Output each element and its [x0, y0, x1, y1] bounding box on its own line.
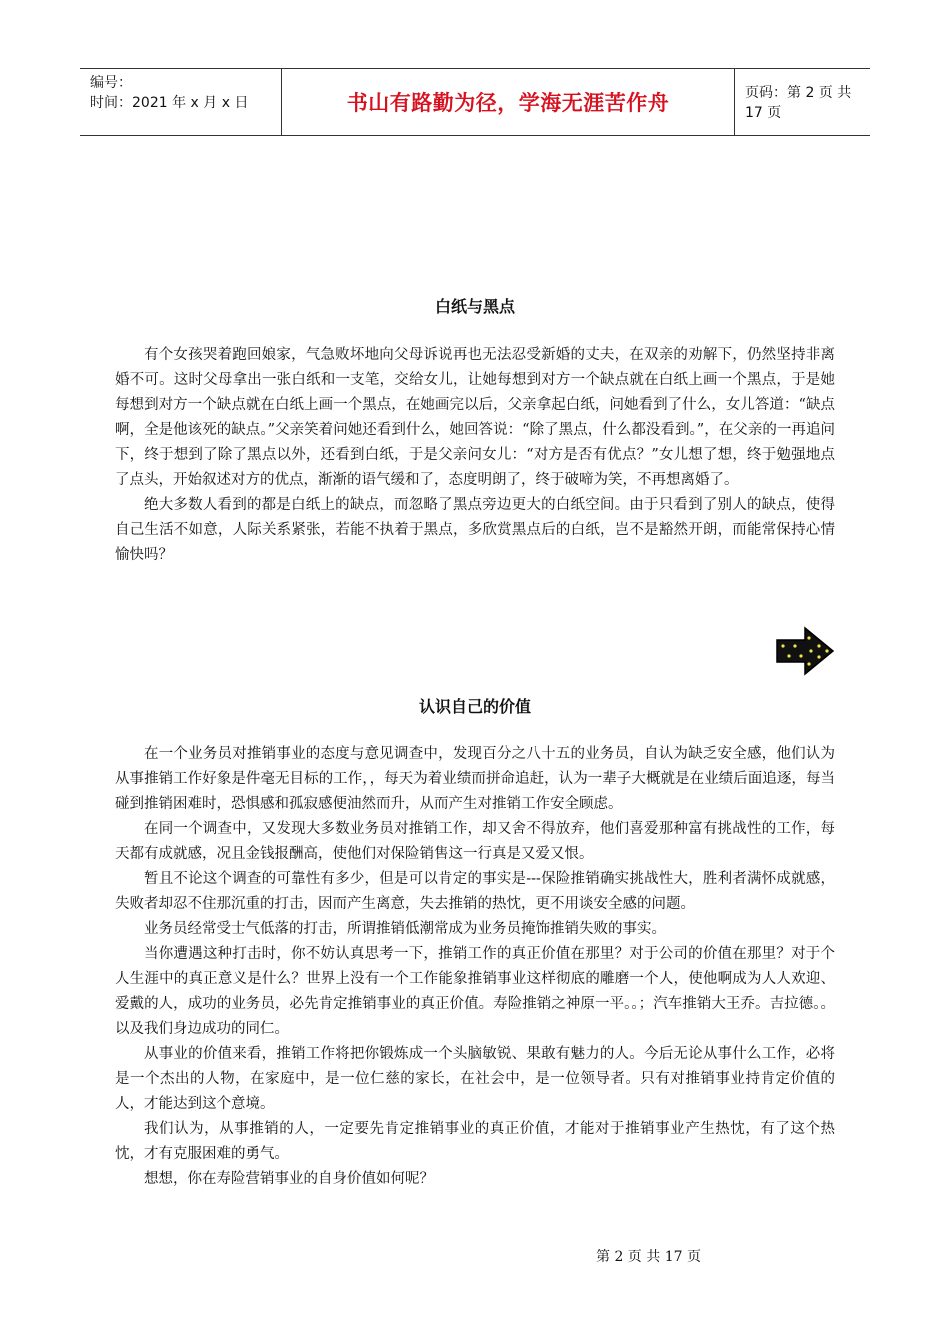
paragraph: 有个女孩哭着跑回娘家，气急败坏地向父母诉说再也无法忍受新婚的丈夫，在双亲的劝解下，仍然坚持非离婚不可。这时父母拿出一张白纸和一支笔，交给女儿，让她每想到对方一个缺点就在白纸上画一个黑点，于是她每想到对方一个缺点就在白纸上画一个黑点，在她画完以后，父亲拿起白纸，问她看到了什么，女儿答道：“缺点啊，全是他该死的缺点。”父亲笑着问她还看到什么，她回答说：“除了黑点，什么都没看到。”，在父亲的一再追问下，终于想到了除了黑点以外，还看到白纸，于是父亲问女儿：“对方是否有优点？”女儿想了想，终于勉强地点了点头，开始叙述对方的优点，渐渐的语气缓和了，态度明朗了，终于破啼为笑，不再想离婚了。 — [115, 347, 835, 488]
section-title-white-paper: 白纸与黑点 — [434, 297, 515, 316]
paragraph: 暂且不论这个调查的可靠性有多少，但是可以肯定的事实是---保险推销确实挑战性大，胜利者满怀成就感，失败者却忍不住那沉重的打击，因而产生离意，失去推销的热忱，更不用谈安全感的问题。 — [115, 871, 835, 912]
header-page-info: 页码：第 2 页 共 17 页 — [745, 85, 852, 121]
paragraph: 当你遭遇这种打击时，你不妨认真思考一下，推销工作的真正价值在那里？对于公司的价值在那里？对于个人生涯中的真正意义是什么？世界上没有一个工作能象推销事业这样彻底的雕磨一个人，使他啊成为人人欢迎、爱戴的人，成功的业务员，必先肯定推销事业的真正价值。寿险推销之神原一平。。；汽车推销大王乔。吉拉德。。以及我们身边成功的同仁。 — [115, 946, 835, 1037]
page-header — [80, 68, 870, 136]
document-number-label: 编号： — [90, 75, 132, 91]
paragraph: 从事业的价值来看，推销工作将把你锻炼成一个头脑敏锐、果敢有魅力的人。今后无论从事什么工作，必将是一个杰出的人物，在家庭中，是一位仁慈的家长，在社会中，是一位领导者。只有对推销事业持肯定价值的人，才能达到这个意境。 — [115, 1046, 835, 1112]
paragraph: 想想，你在寿险营销事业的自身价值如何呢？ — [144, 1171, 434, 1187]
section-body-self-value — [115, 742, 835, 1192]
page-footer: 第 2 页 共 17 页 — [596, 1249, 701, 1265]
paragraph: 在同一个调查中，又发现大多数业务员对推销工作，却又舍不得放弃，他们喜爱那种富有挑战性的工作，每天都有成就感，况且金钱报酬高，使他们对保险销售这一行真是又爱又恨。 — [115, 821, 835, 862]
paragraph: 我们认为，从事推销的人，一定要先肯定推销事业的真正价值，才能对于推销事业产生热忱，有了这个热忱，才有克服困难的勇气。 — [115, 1121, 835, 1162]
next-arrow-icon — [775, 626, 835, 676]
section-title-self-value: 认识自己的价值 — [418, 697, 531, 716]
paragraph: 业务员经常受士气低落的打击，所谓推销低潮常成为业务员掩饰推销失败的事实。 — [144, 921, 666, 937]
section-body-white-paper — [115, 343, 835, 568]
paragraph: 绝大多数人看到的都是白纸上的缺点，而忽略了黑点旁边更大的白纸空间。由于只看到了别人的缺点，使得自己生活不如意，人际关系紧张，若能不执着于黑点，多欣赏黑点后的白纸，岂不是豁然开朗，而能常保持心情愉快吗？ — [115, 497, 835, 563]
paragraph: 在一个业务员对推销事业的态度与意见调查中，发现百分之八十五的业务员，自认为缺乏安全感，他们认为从事推销工作好象是件毫无目标的工作，，每天为着业绩而拼命追赶，认为一辈子大概就是在业绩后面追逐，每当碰到推销困难时，恐惧感和孤寂感便油然而升，从而产生对推销工作安全顾虑。 — [115, 746, 835, 812]
document-date: 时间：2021 年 x 月 x 日 — [90, 95, 249, 111]
header-motto: 书山有路勤为径，学海无涯苦作舟 — [282, 69, 735, 135]
header-meta — [80, 69, 282, 135]
